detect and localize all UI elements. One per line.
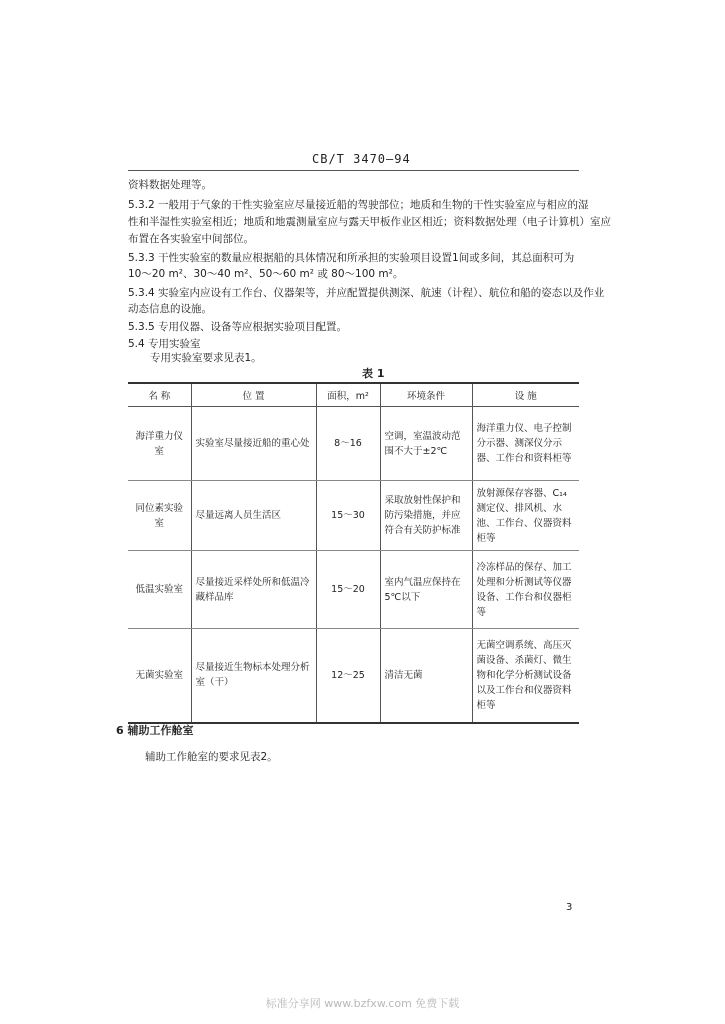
table-row: [128, 629, 579, 723]
paragraph-line: 专用实验室要求见表1。: [150, 352, 262, 364]
column-header: 面积，m²: [316, 383, 380, 407]
cell-position: 尽量接近生物标本处理分析室（干）: [191, 629, 316, 723]
cell-facility: 海洋重力仪、电子控制分示器、测深仪分示器、工作台和资料柜等: [472, 407, 579, 481]
column-header: 环境条件: [380, 383, 472, 407]
standard-code-header: CB/T 3470—94: [312, 152, 411, 166]
cell-environment: 清洁无菌: [380, 629, 472, 723]
table-title: 表 1: [362, 367, 385, 380]
page-number: 3: [566, 902, 573, 913]
cell-facility: 无菌空调系统、高压灭菌设备、杀菌灯、微生物和化学分析测试设备以及工作台和仪器资料柜等: [472, 629, 579, 723]
paragraph-line: 5.3.4 实验室内应设有工作台、仪器架等，并应配置提供测深、航速（计程）、航位和船的姿态以及作业: [128, 287, 605, 299]
table-row: [128, 407, 579, 481]
cell-environment: 室内气温应保持在5℃以下: [380, 551, 472, 629]
spec-table: [128, 382, 579, 724]
column-header: 设 施: [472, 383, 579, 407]
paragraph-line: 5.3.2 一般用于气象的干性实验室应尽量接近船的驾驶部位；地质和生物的干性实验室应与相应的湿: [128, 199, 589, 211]
watermark-footer: 标准分享网 www.bzfxw.com 免费下载: [265, 997, 460, 1010]
section-6-body: 辅助工作舱室的要求见表2。: [145, 751, 278, 763]
paragraph-line: 布置在各实验室中间部位。: [128, 233, 254, 245]
cell-position: 尽量远离人员生活区: [191, 481, 316, 551]
cell-name: 同位素实验室: [128, 481, 191, 551]
paragraph-line: 5.3.3 干性实验室的数量应根据船的具体情况和所承担的实验项目设置1间或多间，其总面积可为: [128, 252, 575, 264]
cell-area: 12～25: [316, 629, 380, 723]
paragraph-line: 资料数据处理等。: [128, 179, 212, 191]
table-header-row: [128, 383, 579, 407]
paragraph-line: 10～20 m²、30～40 m²、50～60 m² 或 80～100 m²。: [128, 268, 404, 280]
section-heading: 5.4 专用实验室: [128, 338, 201, 350]
section-6-heading: 6 辅助工作舱室: [116, 724, 194, 737]
cell-name: 低温实验室: [128, 551, 191, 629]
cell-position: 尽量接近采样处所和低温冷藏样品库: [191, 551, 316, 629]
paragraph-line: 性和半湿性实验室相近；地质和地震测量室应与露天甲板作业区相近；资料数据处理（电子计算机）室应: [128, 216, 611, 228]
cell-facility: 放射源保存容器、C₁₄测定仪、排风机、水池、工作台、仪器资料柜等: [472, 481, 579, 551]
cell-environment: 采取放射性保护和防污染措施，并应符合有关防护标准: [380, 481, 472, 551]
column-header: 位 置: [191, 383, 316, 407]
cell-area: 8～16: [316, 407, 380, 481]
header-rule: [128, 170, 579, 171]
cell-name: 海洋重力仪室: [128, 407, 191, 481]
paragraph-line: 5.3.5 专用仪器、设备等应根据实验项目配置。: [128, 321, 348, 333]
table-row: [128, 551, 579, 629]
column-header: 名 称: [128, 383, 191, 407]
cell-facility: 冷冻样品的保存、加工处理和分析测试等仪器设备、工作台和仪器柜等: [472, 551, 579, 629]
table-row: [128, 481, 579, 551]
cell-name: 无菌实验室: [128, 629, 191, 723]
paragraph-line: 动态信息的设施。: [128, 303, 212, 315]
cell-position: 实验室尽量接近船的重心处: [191, 407, 316, 481]
cell-environment: 空调，室温波动范围不大于±2℃: [380, 407, 472, 481]
cell-area: 15～30: [316, 481, 380, 551]
cell-area: 15～20: [316, 551, 380, 629]
